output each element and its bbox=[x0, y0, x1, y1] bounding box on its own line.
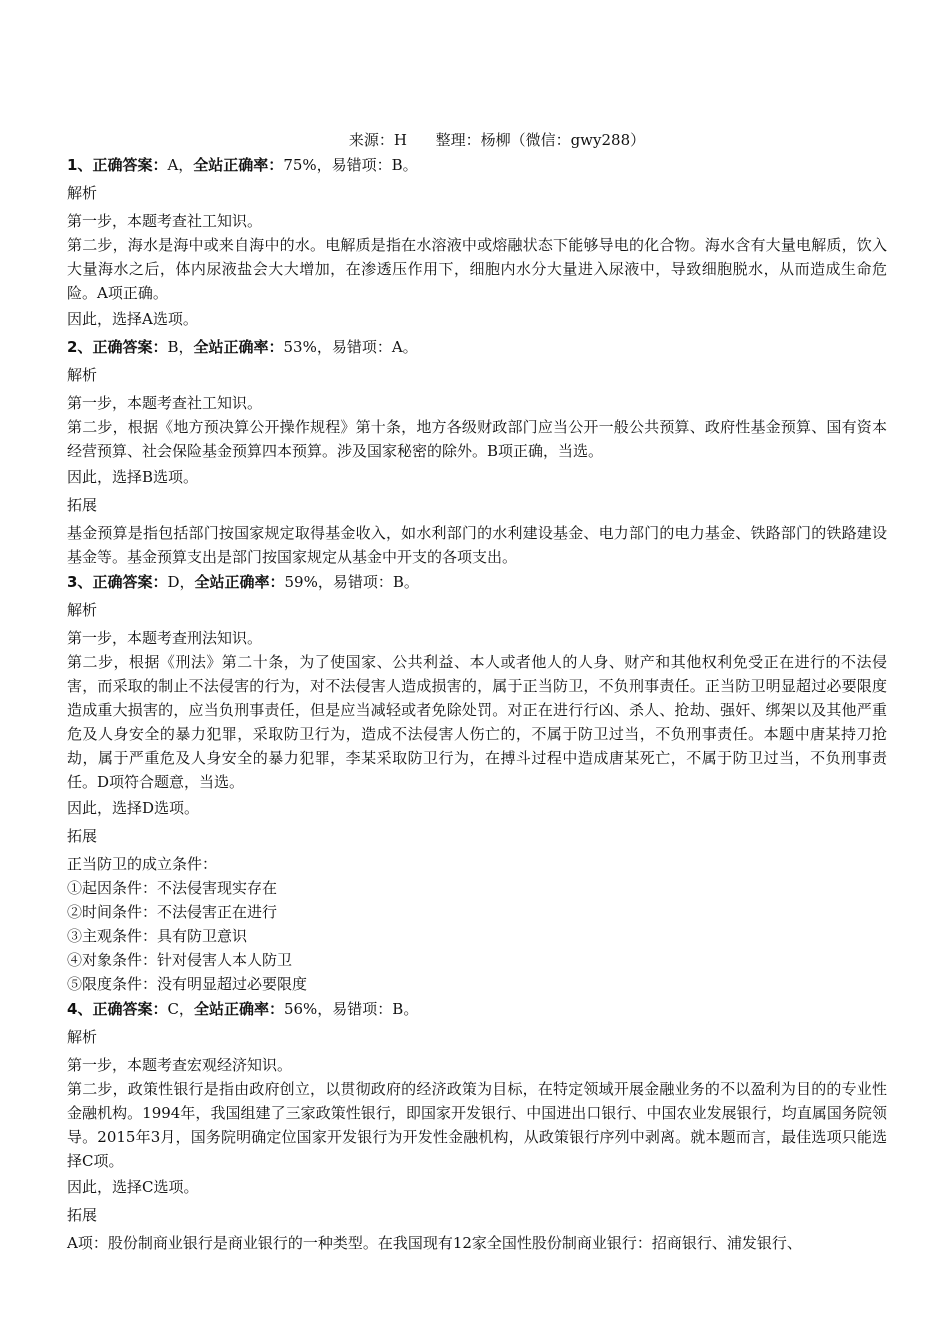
step-1: 第一步，本题考查社工知识。 bbox=[67, 394, 263, 412]
step-2: 第二步，根据《地方预决算公开操作规程》第十条，地方各级财政部门应当公开一般公共预算、政府性基金预算、国有资本经营预算、社会保险基金预算四本预算。涉及国家秘密的除外。B项正确，当选。 bbox=[67, 418, 887, 460]
step-1: 第一步，本题考查社工知识。 bbox=[67, 212, 263, 230]
answer-line: 3、正确答案：D，全站正确率：59%，易错项：B。 bbox=[67, 573, 419, 591]
answer-line: 2、正确答案：B，全站正确率：53%，易错项：A。 bbox=[67, 338, 418, 356]
question-1 bbox=[67, 153, 887, 331]
condition-item: ④对象条件：针对侵害人本人防卫 bbox=[67, 951, 293, 969]
condition-item: ⑤限度条件：没有明显超过必要限度 bbox=[67, 975, 308, 993]
question-4 bbox=[67, 997, 887, 1255]
document-page bbox=[67, 128, 887, 1255]
extension-label: 拓展 bbox=[67, 496, 98, 514]
analysis-label: 解析 bbox=[67, 184, 98, 202]
analysis-label: 解析 bbox=[67, 366, 98, 384]
answer-line: 1、正确答案：A，全站正确率：75%，易错项：B。 bbox=[67, 156, 418, 174]
conclusion: 因此，选择B选项。 bbox=[67, 468, 199, 486]
step-1: 第一步，本题考查刑法知识。 bbox=[67, 629, 263, 647]
extension-text: A项：股份制商业银行是商业银行的一种类型。在我国现有12家全国性股份制商业银行：招商银行、浦发银行、 bbox=[67, 1234, 802, 1252]
extension-label: 拓展 bbox=[67, 827, 98, 845]
question-2 bbox=[67, 335, 887, 569]
extension-text: 基金预算是指包括部门按国家规定取得基金收入，如水利部门的水利建设基金、电力部门的电力基金、铁路部门的铁路建设基金等。基金预算支出是部门按国家规定从基金中开支的各项支出。 bbox=[67, 524, 887, 566]
conclusion: 因此，选择D选项。 bbox=[67, 799, 200, 817]
extension-intro: 正当防卫的成立条件： bbox=[67, 855, 218, 873]
step-1: 第一步，本题考查宏观经济知识。 bbox=[67, 1056, 293, 1074]
condition-item: ①起因条件：不法侵害现实存在 bbox=[67, 879, 278, 897]
extension-label: 拓展 bbox=[67, 1206, 98, 1224]
answer-line: 4、正确答案：C，全站正确率：56%，易错项：B。 bbox=[67, 1000, 419, 1018]
question-3 bbox=[67, 570, 887, 996]
source-header: 来源：H 整理：杨柳（微信：gwy288） bbox=[348, 131, 646, 149]
step-2: 第二步，根据《刑法》第二十条，为了使国家、公共利益、本人或者他人的人身、财产和其他权利免受正在进行的不法侵害，而采取的制止不法侵害的行为，对不法侵害人造成损害的，属于正当防卫，不负刑事责任。正当防卫明显超过必要限度造成重大损害的，应当负刑事责任，但是应当减轻或者免除处罚。对正在进行行凶、杀人、抢劫、强奸、绑架以及其他严重危及人身安全的暴力犯罪，采取防卫行为，造成不法侵害人伤亡的，不属于防卫过当，不负刑事责任。本题中唐某持刀抢劫，属于严重危及人身安全的暴力犯罪，李某采取防卫行为，在搏斗过程中造成唐某死亡，不属于防卫过当，不负刑事责任。D项符合题意，当选。 bbox=[67, 653, 887, 791]
analysis-label: 解析 bbox=[67, 601, 98, 619]
condition-item: ②时间条件：不法侵害正在进行 bbox=[67, 903, 278, 921]
conclusion: 因此，选择C选项。 bbox=[67, 1178, 199, 1196]
conclusion: 因此，选择A选项。 bbox=[67, 310, 198, 328]
analysis-label: 解析 bbox=[67, 1028, 98, 1046]
condition-item: ③主观条件：具有防卫意识 bbox=[67, 927, 248, 945]
step-2: 第二步，政策性银行是指由政府创立，以贯彻政府的经济政策为目标，在特定领域开展金融业务的不以盈利为目的的专业性金融机构。1994年，我国组建了三家政策性银行，即国家开发银行、中国进出口银行、中国农业发展银行，均直属国务院领导。2015年3月，国务院明确定位国家开发银行为开发性金融机构，从政策银行序列中剥离。就本题而言，最佳选项只能选择C项。 bbox=[67, 1080, 887, 1170]
step-2: 第二步，海水是海中或来自海中的水。电解质是指在水溶液中或熔融状态下能够导电的化合物。海水含有大量电解质，饮入大量海水之后，体内尿液盐会大大增加，在渗透压作用下，细胞内水分大量进入尿液中，导致细胞脱水，从而造成生命危险。A项正确。 bbox=[67, 236, 887, 302]
